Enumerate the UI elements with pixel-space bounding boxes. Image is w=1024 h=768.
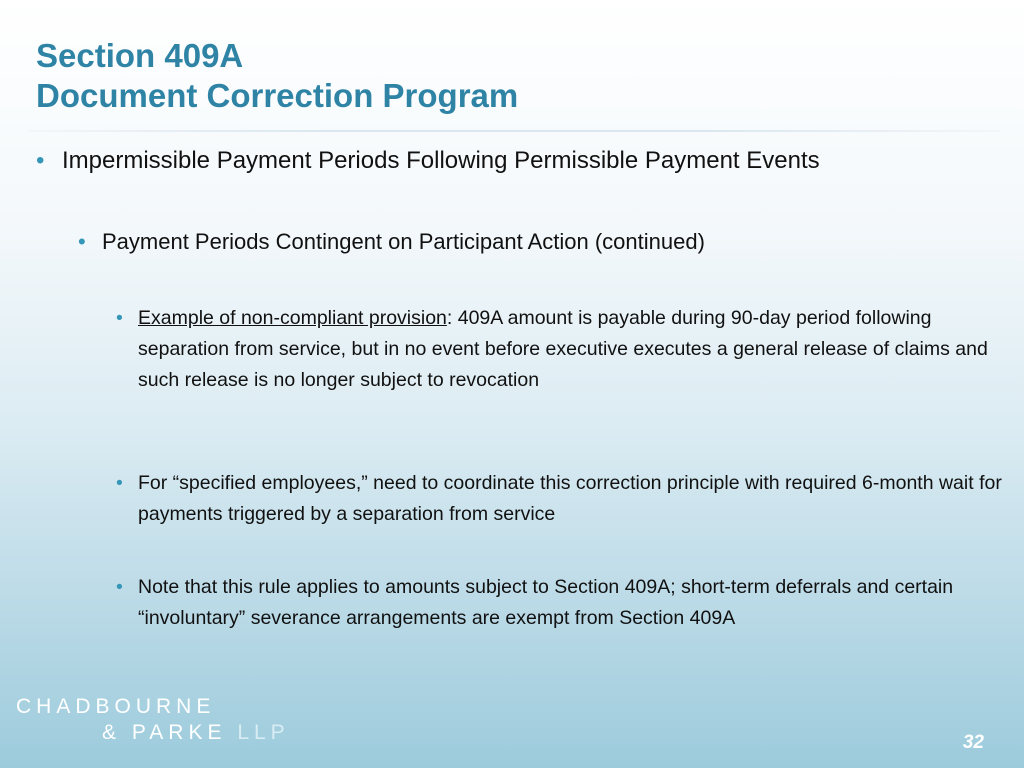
bullet-level1-text: Impermissible Payment Periods Following Permissible Payment Events [62, 147, 820, 174]
bullet-dot-icon: • [116, 307, 123, 329]
company-logo [16, 694, 290, 746]
logo-line1: CHADBOURNE [16, 695, 216, 718]
logo-line2-suffix: LLP [226, 721, 290, 744]
page-number: 32 [962, 732, 984, 753]
logo-line2-main: & PARKE [102, 721, 227, 744]
bullet-level2-text: Payment Periods Contingent on Participant Action (continued) [102, 229, 705, 254]
bullet-level3-example [116, 303, 1008, 396]
bullet-level2 [78, 226, 1002, 258]
bullet-level3-text: : 409A amount is payable during 90-day period following separation from service, but in no event before executive executes a general release of claims and such release is no longer subject to revocation [138, 307, 988, 391]
bullet-level3-text: For “specified employees,” need to coordinate this correction principle with required 6-month wait for payments triggered by a separation from service [138, 472, 1002, 525]
bullet-level3-note [116, 572, 1008, 634]
bullet-level3-specified-employees [116, 468, 1008, 530]
bullet-dot-icon: • [116, 576, 123, 598]
bullet-dot-icon: • [116, 472, 123, 494]
bullet-level3-text: Note that this rule applies to amounts subject to Section 409A; short-term deferrals and certain “involuntary” severance arrangements are exempt from Section 409A [138, 576, 954, 629]
bullet-lead-text: Example of non-compliant provision [138, 307, 447, 329]
bullet-dot-icon: • [78, 229, 86, 254]
title-divider [28, 130, 1000, 132]
bullet-dot-icon: • [36, 147, 45, 174]
slide-title-line2: Document Correction Program [36, 77, 519, 114]
logo-line2 [16, 720, 290, 746]
slide-title-line1: Section 409A [36, 37, 244, 74]
slide-title [36, 36, 518, 116]
bullet-level1 [36, 144, 1022, 178]
